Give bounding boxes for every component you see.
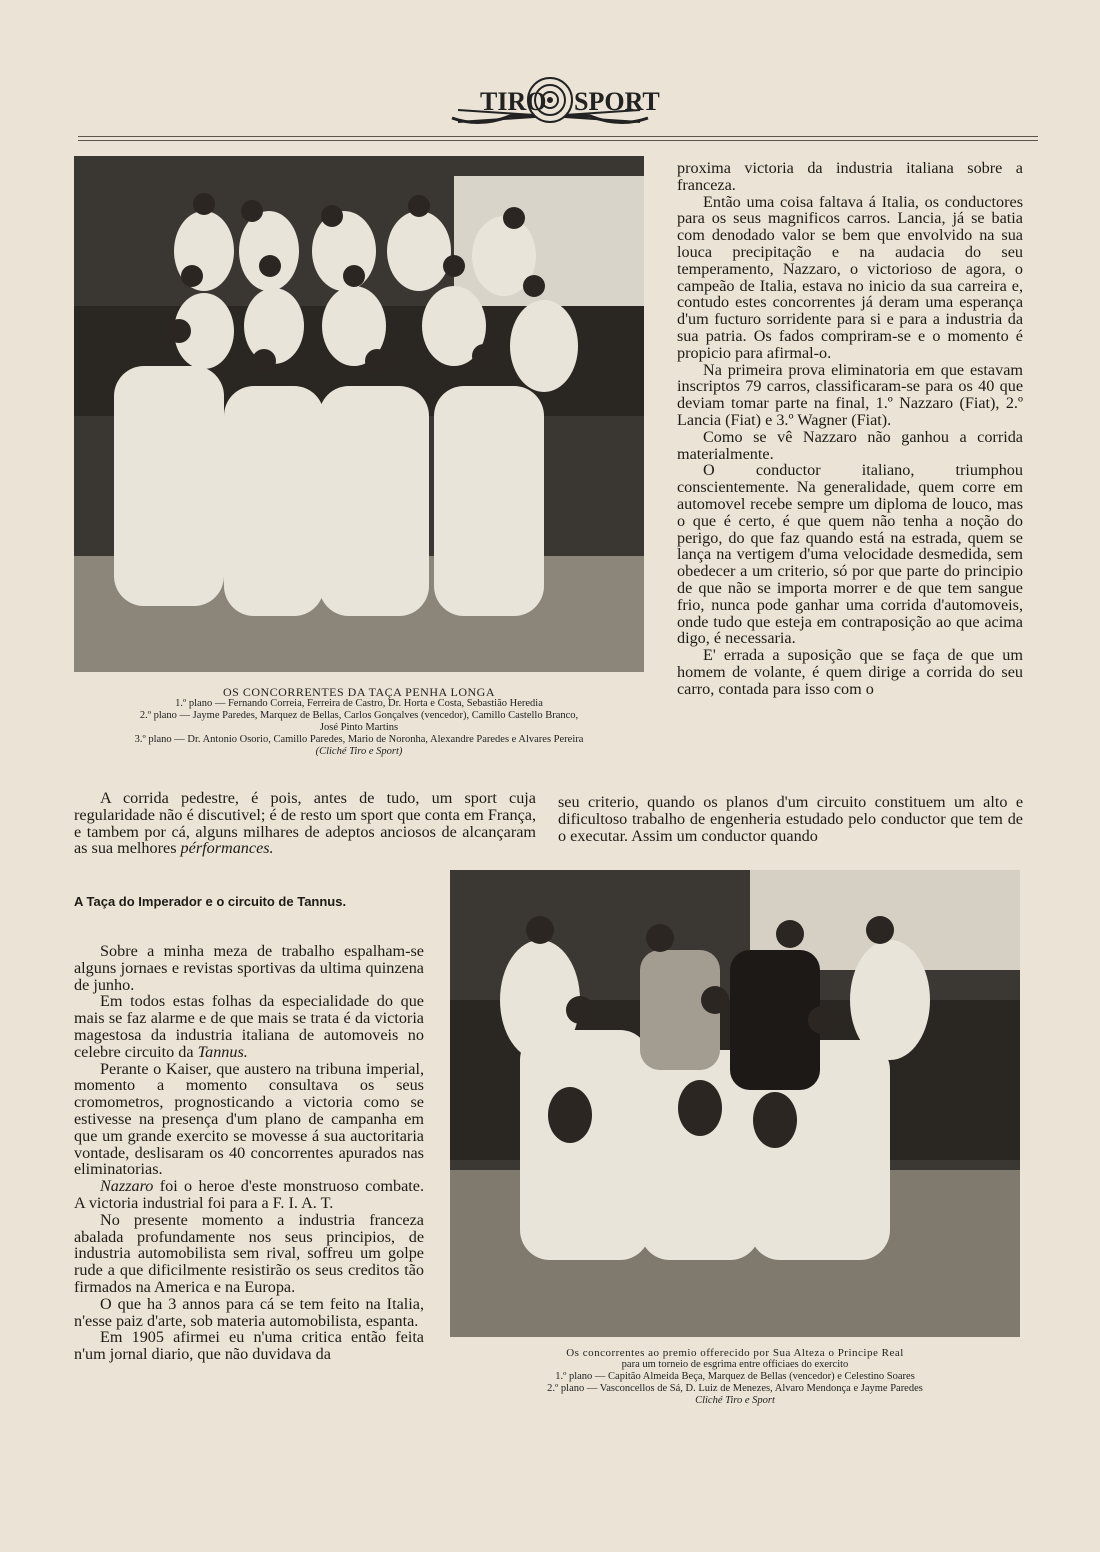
paragraph-text: A corrida pedestre, é pois, antes de tudo, um sport cuja regularidade não é discutivel; é de resto um sport que conta em França, e tambem por cá, alguns milhares de adeptos anciosos de alcançaram as sua melhores	[74, 789, 536, 858]
wide-continuation	[558, 794, 1023, 844]
paragraph: Na primeira prova eliminatoria em que estavam inscriptos 79 carros, classificaram-se para os 40 que deviam tomar parte na final, 1.º Nazzaro (Fiat), 2.º Lancia (Fiat) e 3.º Wagner (Fiat).	[677, 360, 1023, 429]
left-intro	[74, 790, 536, 857]
paragraph: seu criterio, quando os planos d'um circuito constituem um alto e dificultoso trabalho de engenheria estudado pelo conductor que tem de o executar. Assim um conductor quando	[558, 793, 1023, 845]
paragraph: proxima victoria da industria italiana sobre a franceza.	[677, 159, 1023, 194]
photo1-caption-line: 3.º plano — Dr. Antonio Osorio, Camillo Paredes, Mario de Noronha, Alexandre Paredes e Alvares Pereira	[134, 734, 584, 745]
header-rule-thin	[78, 140, 1038, 141]
photo1-caption-line: José Pinto Martins	[319, 722, 399, 733]
paragraph: No presente momento a industria franceza abalada profundamente nos seus principios, de industria automobilista sem rival, soffreu um golpe rude a que dificilmente resistirão os seus creditos tão firmados na America e na Europa.	[74, 1210, 424, 1296]
masthead-emblem	[440, 70, 660, 136]
paragraph	[74, 993, 424, 1060]
photo1-caption-line: 1.º plano — Fernando Correia, Ferreira de Castro, Dr. Horta e Costa, Sebastião Heredia	[175, 698, 543, 709]
photo1-caption-title: OS CONCORRENTES DA TAÇA PENHA LONGA	[222, 685, 495, 699]
paragraph: Em 1905 afirmei eu n'uma critica então feita n'um jornal diario, que não duvidava da	[74, 1328, 424, 1364]
paragraph: E' errada a suposição que se faça de que um homem de volante, é quem dirige a corrida do seu carro, contada para isso com o	[677, 646, 1023, 698]
left-column	[74, 943, 424, 1363]
section-heading: A Taça do Imperador e o circuito de Tannus.	[74, 894, 347, 909]
photo2-caption-title: Os concorrentes ao premio offerecido por Sua Alteza o Principe Real	[566, 1347, 904, 1359]
photo2-caption-line: 1.º plano — Capitão Almeida Beça, Marquez de Bellas (vencedor) e Celestino Soares	[555, 1371, 915, 1382]
right-column	[677, 160, 1023, 698]
paragraph: O conductor italiano, triumphou conscientemente. Na generalidade, quem corre em automovel recebe sempre um diploma de louco, mas o que é certo, é que quem não tenha a noção do perigo, do que faz quando está na estrada, quem se lança na vertigem d'uma velocidade desmedida, sem obedecer a um criterio, só por que parte do principio de que não se importa morrer e de que tem sangue frio, nunca pode ganhar uma corrida d'automoveis, onde tudo que esteja em contraposição ao que acima digo, é necessaria.	[677, 461, 1023, 648]
photo-fencers-taca-penha-longa	[74, 156, 644, 672]
paragraph	[74, 1178, 424, 1212]
paragraph	[74, 790, 536, 857]
svg-text:TIRO: TIRO	[480, 87, 547, 116]
svg-text:SPORT: SPORT	[574, 87, 660, 116]
paragraph-text: foi o heroe d'este monstruoso combate. A victoria industrial foi para a F. I. A. T.	[74, 1177, 425, 1212]
paragraph-emphasis: Tannus.	[197, 1042, 248, 1061]
paragraph: Sobre a minha meza de trabalho espalham-se alguns jornaes e revistas sportivas da ultima quinzena de junho.	[74, 942, 424, 994]
photo1-caption-line: 2.º plano — Jayme Paredes, Marquez de Bellas, Carlos Gonçalves (vencedor), Camillo Castello Branco,	[139, 710, 579, 721]
photo2-caption	[450, 1347, 1020, 1407]
paragraph: Então uma coisa faltava á Italia, os conductores para os seus magnificos carros. Lancia, já se batia com denodado valor se bem que envolvido na sua louca precipitação e na audacia do seu temperamento, Nazzaro, o victorioso de agora, o campeão de Italia, estava no inicio da sua carreira e, contudo estes concorrentes já deram uma esperança d'um fucturo sorridente para si e para a industria da sua patria. Os fados compriram-se e o momento é propicio para afirmal-o.	[677, 192, 1023, 362]
paragraph-emphasis: pérformances.	[180, 839, 274, 858]
paragraph-emphasis: Nazzaro	[100, 1177, 154, 1196]
photo2-caption-sub: para um torneio de esgrima entre officiaes do exercito	[621, 1359, 849, 1370]
photo2-credit: Cliché Tiro e Sport	[695, 1395, 775, 1406]
paragraph-text: Em todos estas folhas da especialidade do que mais se faz alarme e de que mais se trata é da victoria magestosa da industria italiana de automoveis no celebre circuito da	[74, 992, 424, 1061]
photo1-caption	[74, 686, 644, 758]
header-rule	[78, 136, 1038, 137]
paragraph: Como se vê Nazzaro não ganhou a corrida materialmente.	[677, 427, 1023, 463]
photo2-caption-line: 2.º plano — Vasconcellos de Sá, D. Luiz de Menezes, Alvaro Mendonça e Jayme Paredes	[547, 1383, 923, 1394]
paragraph: O que ha 3 annos para cá se tem feito na Italia, n'esse paiz d'arte, sob materia automobilista, espanta.	[74, 1294, 424, 1330]
photo1-credit: (Cliché Tiro e Sport)	[315, 746, 403, 757]
masthead-logo	[440, 70, 660, 136]
paragraph: Perante o Kaiser, que austero na tribuna imperial, momento a momento consultava os seus cromometros, prognosticando a victoria como se estivesse na presença d'um plano de campanha em que um grande exercito se movesse á sua auctoritaria vontade, deslisaram os 40 concorrentes apurados nas eliminatorias.	[74, 1059, 424, 1179]
photo-fencers-principe-real	[450, 870, 1020, 1337]
